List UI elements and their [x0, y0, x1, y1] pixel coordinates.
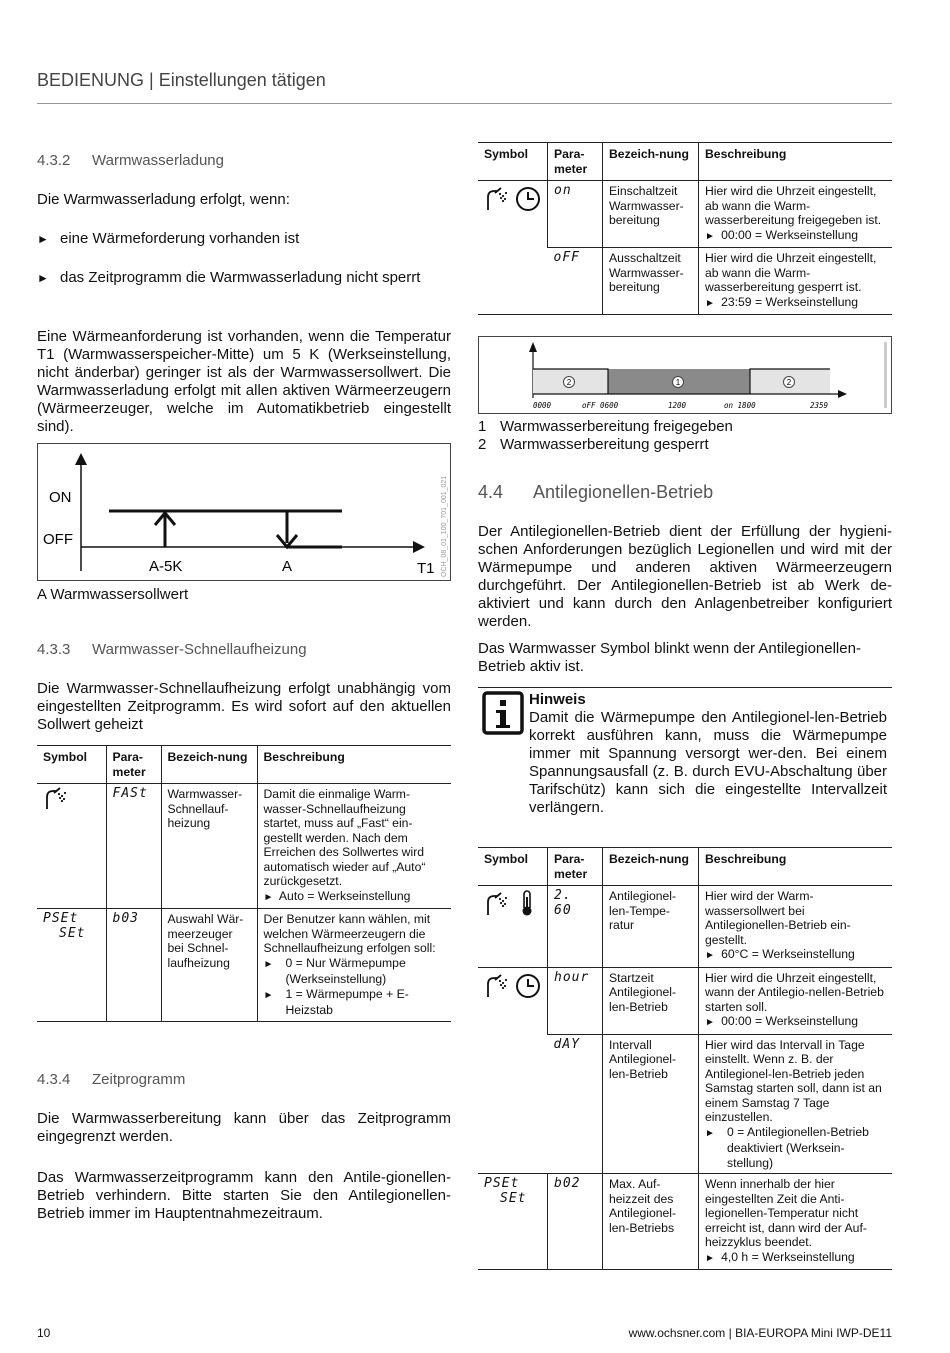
symbol-cell — [478, 886, 548, 968]
designation: Max. Auf-heizzeit des Antilegionel-len-Betriebs — [603, 1174, 699, 1270]
symbol-cell — [478, 967, 548, 1174]
timeline-legend-item — [478, 418, 733, 436]
section-heading-44 — [478, 482, 713, 503]
section-number: 4.3.2 — [37, 152, 71, 169]
param-code: hour — [548, 967, 603, 1034]
description-text: Hier wird die Uhrzeit eingestellt, ab wann die Warm-wasserbereitung freigegeben ist. — [705, 184, 882, 227]
symbol-code: SEt — [59, 925, 86, 941]
bullet-arrow-icon: ► — [37, 271, 49, 285]
param-code: on — [548, 181, 603, 248]
description — [257, 784, 451, 909]
description-item — [264, 889, 447, 906]
section-title: Antilegionellen-Betrieb — [533, 482, 714, 502]
description-item — [264, 956, 447, 987]
note-title: Hinweis — [529, 691, 586, 708]
off-label: OFF — [43, 531, 73, 548]
item-text: 00:00 = Werkseinstellung — [721, 227, 859, 242]
timeline-legend-item — [478, 436, 709, 454]
designation: Intervall Antilegionel-len-Betrieb — [603, 1034, 699, 1174]
col-header-param: Para-meter — [548, 848, 603, 886]
time-program-diagram — [478, 336, 892, 414]
col-header-bez: Bezeich-nung — [161, 746, 257, 784]
note-rule — [478, 687, 892, 688]
param-code: b03 — [106, 909, 161, 1022]
table-header-row — [478, 848, 892, 886]
table-header-row — [37, 746, 451, 784]
bullet-arrow-icon: ► — [705, 297, 718, 309]
symbol-cell — [478, 181, 548, 315]
paragraph: Eine Wärmeanforderung ist vorhanden, wenn die Temperatur T1 (Warmwasserspeicher-Mitte) um 5 K (Werkseinstellung, nicht änderbar) geringer ist als der Warmwassersollwert. Die Warmwasserladung erfolgt mit allen aktiven Wärmeerzeugern (Wärmeerzeuger, welche im Automatikbetrieb eingestellt sind). — [37, 328, 451, 435]
designation: Ausschaltzeit Warmwasser-bereitung — [603, 248, 699, 315]
table-row — [478, 181, 892, 248]
symbol-cell — [37, 909, 106, 1022]
marker-2: 2 — [566, 378, 572, 387]
description-item — [705, 1014, 887, 1031]
table-row — [37, 909, 451, 1022]
bullet-arrow-icon: ► — [705, 950, 718, 961]
description-item — [705, 1250, 887, 1267]
col-header-beschr: Beschreibung — [699, 848, 893, 886]
bullet-arrow-icon: ► — [705, 1252, 718, 1264]
item-text: 0 = Antilegionellen-Betrieb deaktiviert (Werksein-stellung) — [727, 1124, 869, 1170]
a-label: A — [282, 558, 293, 575]
description-item — [705, 1125, 887, 1171]
param-code: oFF — [548, 248, 603, 315]
section-title: Warmwasserladung — [92, 152, 224, 169]
param-code: b02 — [548, 1174, 603, 1270]
item-text: 00:00 = Werkseinstellung — [721, 1014, 859, 1028]
page-header: BEDIENUNG | Einstellungen tätigen — [37, 70, 326, 90]
header-rule — [37, 103, 892, 104]
note-text: Damit die Wärmepumpe den Antilegionel-len-Betrieb korrekt ausführen kann, muss die Wärmepumpe immer mit Spannung versorgt wer-den. Bei einem Spannungsausfall (z. B. durch EVU-Abschaltung über Tarifschütz) kann sich die eingestellte Intervallzeit verlängern. — [529, 709, 887, 816]
description-text: Damit die einmalige Warm-wasser-Schnellaufheizung startet, muss auf „Fast“ ein-gestellt werden. Nach dem Erreichen des Sollwertes wird automatisch wieder auf „Auto“ zurückgesetzt. — [263, 787, 426, 888]
symbol-code: PSEt — [43, 911, 79, 926]
shower-thermometer-icon — [484, 889, 542, 917]
paragraph: Die Warmwasserladung erfolgt, wenn: — [37, 191, 290, 208]
bullet-arrow-icon: ► — [37, 232, 49, 246]
paragraph: Die Warmwasserbereitung kann über das Zeitprogramm eingegrenzt werden. — [37, 1110, 451, 1145]
bullet-item — [37, 269, 474, 287]
description-item — [705, 295, 887, 312]
hysteresis-diagram — [37, 443, 451, 581]
description-text: Wenn innerhalb der hier eingestellten Zeit die Anti-legionellen-Temperatur nicht erreicht ist, dann wird der Auf-heizzyklus beendet. — [705, 1177, 867, 1249]
table-row — [37, 784, 451, 909]
bullet-arrow-icon: ► — [263, 958, 274, 970]
description — [699, 886, 893, 968]
item-text: 0 = Nur Wärmepumpe (Werkseinstellung) — [285, 955, 406, 986]
description-item — [264, 987, 447, 1018]
col-header-bez: Bezeich-nung — [603, 143, 699, 181]
description-item — [705, 228, 887, 245]
param-code: 2. 60 — [548, 886, 603, 968]
description-text: Hier wird die Uhrzeit eingestellt, wann der Antilegio-nellen-Betrieb starten soll. — [705, 970, 884, 1014]
bullet-arrow-icon: ► — [705, 230, 718, 242]
table-row — [478, 886, 892, 968]
param-code: dAY — [548, 1034, 603, 1174]
item-text: 23:59 = Werkseinstellung — [721, 294, 859, 309]
shower-icon — [43, 787, 69, 811]
legend-number: 2 — [478, 436, 487, 453]
tick-label: on 1800 — [724, 401, 756, 410]
table-row — [478, 1174, 892, 1270]
designation: Einschaltzeit Warmwasser-bereitung — [603, 181, 699, 248]
param-code: FASt — [106, 784, 161, 909]
legend-number: 1 — [478, 418, 487, 435]
description-text: Hier wird der Warm-wassersollwert bei Antilegionellen-Betrieb ein-gestellt. — [705, 889, 851, 947]
figure-caption: A Warmwassersollwert — [37, 586, 189, 603]
col-header-symbol: Symbol — [478, 848, 548, 886]
parameter-table-3 — [478, 847, 892, 1270]
page-number: 10 — [37, 1326, 51, 1340]
figure-code: OCH_08_01_100_701_001_021 — [441, 475, 448, 577]
description — [699, 181, 893, 248]
a5k-label: A-5K — [149, 558, 183, 575]
table-header-row — [478, 143, 892, 181]
description-item — [705, 947, 887, 964]
col-header-symbol: Symbol — [37, 746, 106, 784]
bullet-arrow-icon: ► — [263, 989, 274, 1001]
symbol-cell — [478, 1174, 548, 1270]
parameter-table-1 — [37, 745, 451, 1022]
symbol-code: SEt — [500, 1190, 527, 1206]
col-header-bez: Bezeich-nung — [603, 848, 699, 886]
description — [699, 1034, 893, 1174]
bullet-arrow-icon: ► — [705, 1017, 718, 1028]
col-header-symbol: Symbol — [478, 143, 548, 181]
shower-clock-icon — [484, 971, 542, 999]
bullet-item — [37, 230, 474, 248]
col-header-beschr: Beschreibung — [699, 143, 893, 181]
item-text: 60°C = Werkseinstellung — [721, 947, 855, 961]
paragraph: Das Warmwasser Symbol blinkt wenn der Antilegionellen-Betrieb aktiv ist. — [478, 640, 861, 675]
parameter-table-2 — [478, 142, 892, 315]
table-row — [478, 967, 892, 1034]
symbol-cell — [37, 784, 106, 909]
description-text: Der Benutzer kann wählen, mit welchen Wärmeerzeugern die Schnellaufheizung erfolgen soll: — [263, 912, 436, 955]
designation: Startzeit Antilegionel-len-Betrieb — [603, 967, 699, 1034]
designation: Auswahl Wär-meerzeuger bei Schnel-laufheizung — [161, 909, 257, 1022]
col-header-param: Para-meter — [548, 143, 603, 181]
section-heading-432 — [37, 152, 224, 169]
tick-label: oFF 0600 — [582, 401, 619, 410]
paragraph: Der Antilegionellen-Betrieb dient der Erfüllung der hygieni-schen Anforderungen bezüglich Legionellen und wird mit der Wärmepumpe und anderen aktiven Wärmeerzeugern durchgeführt. Der Antilegionellen-Betrieb ist ab Werk de-aktiviert und kann durch den Anlagenbetreiber konfiguriert werden. — [478, 523, 892, 630]
paragraph: Die Warmwasser-Schnellaufheizung erfolgt unabhängig vom eingestellten Zeitprogramm. Es wird sofort auf den aktuellen Sollwert geheizt — [37, 680, 451, 733]
marker-2: 2 — [786, 378, 792, 387]
designation: Warmwasser-Schnellauf-heizung — [161, 784, 257, 909]
section-number: 4.3.3 — [37, 641, 71, 658]
section-number: 4.4 — [478, 482, 504, 502]
section-heading-433 — [37, 641, 307, 658]
description-text: Hier wird die Uhrzeit eingestellt, ab wann die Warm-wasserbereitung gesperrt ist. — [705, 251, 877, 294]
shower-clock-icon — [484, 184, 542, 212]
section-heading-434 — [37, 1071, 185, 1088]
on-label: ON — [49, 489, 72, 506]
description-text: Hier wird das Intervall in Tage einstellt. Wenn z. B. der Antilegionel-len-Betrieb jeden Samstag starten soll, dann ist an einem Samstag 7 Tage einzustellen. — [705, 1037, 882, 1124]
item-text: 4,0 h = Werkseinstellung — [721, 1249, 855, 1264]
section-number: 4.3.4 — [37, 1071, 71, 1088]
col-header-param: Para-meter — [106, 746, 161, 784]
legend-text: Warmwasserbereitung freigegeben — [500, 418, 733, 435]
description — [699, 967, 893, 1034]
col-header-beschr: Beschreibung — [257, 746, 451, 784]
marker-1: 1 — [675, 378, 681, 387]
bullet-arrow-icon: ► — [705, 1127, 715, 1139]
section-title: Warmwasser-Schnellaufheizung — [92, 641, 307, 658]
tick-label: 2359 — [810, 401, 829, 410]
description — [257, 909, 451, 1022]
tick-label: 1200 — [668, 401, 687, 410]
legend-text: Warmwasserbereitung gesperrt — [500, 436, 709, 453]
description — [699, 1174, 893, 1270]
item-text: Auto = Werkseinstellung — [278, 888, 411, 903]
section-title: Zeitprogramm — [92, 1071, 186, 1088]
designation: Antilegionel-len-Tempe-ratur — [603, 886, 699, 968]
bullet-arrow-icon: ► — [263, 891, 277, 903]
symbol-code: PSEt — [484, 1176, 520, 1191]
paragraph: Das Warmwasserzeitprogramm kann den Antile-gionellen-Betrieb verhindern. Bitte starten Sie den Antilegionellen-Betrieb immer im Hauptentnahmezeitraum. — [37, 1169, 451, 1222]
bullet-text: eine Wärmeforderung vorhanden ist — [60, 230, 300, 247]
bullet-text: das Zeitprogramm die Warmwasserladung nicht sperrt — [60, 269, 421, 286]
description — [699, 248, 893, 315]
footer-info: www.ochsner.com | BIA-EUROPA Mini IWP-DE11 — [628, 1326, 892, 1340]
item-text: 1 = Wärmepumpe + E-Heizstab — [285, 986, 409, 1017]
info-icon — [482, 691, 524, 735]
tick-label: 0000 — [533, 401, 552, 410]
t1-label: T1 — [417, 560, 435, 577]
